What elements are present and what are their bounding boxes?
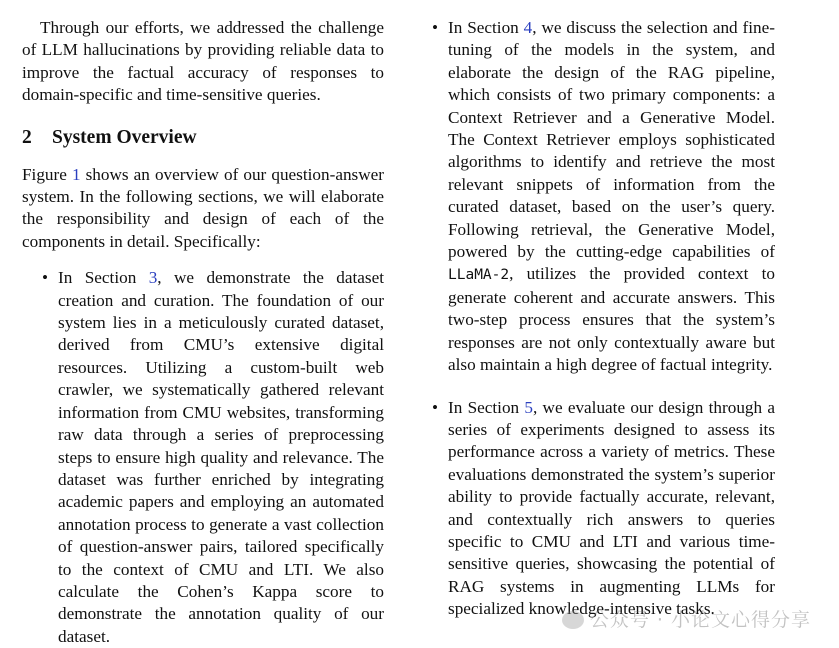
bullet2-text-post: , utilizes the provided context to generate coherent and accurate answers. This two-step process ensures that the system’s responses are not only contextually aware but also maintain a high degree of factual integrity. [448,264,775,375]
bullet-list-left [22,267,384,648]
right-column [430,17,775,621]
section-heading [22,126,384,150]
overview-text-post: shows an overview of our question-answer system. In the following sections, we will elaborate the responsibility and design of each of the components in detail. Specifically: [22,164,384,251]
bullet1-text-post: , we demonstrate the dataset creation and curation. The foundation of our system lies in a meticulously curated dataset, derived from CMU’s extensive digital resources. Utilizing a custom-built web crawler, we systematically gathered relevant information from CMU websites, transforming raw data through a series of preprocessing steps to ensure high quality and relevance. The dataset was further enriched by integrating academic papers and employing an automated annotation process to generate a vast collection of question-answer pairs, tailored specifically to the context of CMU and LTI. We also calculate the Cohen’s Kappa score to demonstrate the annotation quality of our dataset. [58,268,384,646]
section-5-ref-link[interactable]: 5 [524,397,533,417]
list-item-section-5 [430,397,775,621]
section-number: 2 [22,126,32,148]
watermark [562,609,811,631]
bullet-icon: • [432,18,439,37]
intro-paragraph: Through our efforts, we addressed the challenge of LLM hallucinations by providing reliable data to improve the factual accuracy of responses to domain-specific and time-sensitive queries. [22,18,384,105]
overview-text-pre: Figure [22,164,72,184]
list-item-section-3 [22,267,384,648]
bullet2-text-pre: In Section [448,18,524,37]
section-4-ref-link[interactable]: 4 [523,18,533,37]
bullet2-text-mid: , we discuss the selection and fine-tuning of the models in the system, and elaborate the design of the RAG pipeline, which consists of two primary components: a Context Retriever and a Generative Model. The Context Retriever employs sophisticated algorithms to identify and retrieve the most relevant snippets of information from the curated dataset, based on the user’s query. Following retrieval, the Generative Model, powered by the cutting-edge capabilities of [448,18,775,262]
bullet-list-right [430,17,775,377]
bullet1-text-pre: In Section [58,268,149,288]
list-item-section-4 [430,17,775,377]
bullet-list-right-2 [430,397,775,621]
left-column [22,17,384,648]
bullet-icon: • [42,268,49,288]
wechat-logo-icon [562,611,584,629]
watermark-text: 公众号 · 小论文心得分享 [589,608,811,631]
figure-ref-link[interactable]: 1 [71,164,81,184]
llama-code-text: LLaMA-2 [448,267,510,284]
overview-paragraph [22,164,384,254]
bullet-icon: • [432,397,439,417]
bullet3-text-post: , we evaluate our design through a series of experiments designed to assess its performance across a variety of metrics. These evaluations demonstrated the system’s superior ability to provide factually accurate, relevant, and contextually rich answers to queries specific to CMU and LTI and various time-sensitive queries, showcasing the potential of RAG systems in augmenting LLMs for specialized knowledge-intensive tasks. [448,397,775,619]
section-title: System Overview [52,126,197,148]
bullet3-text-pre: In Section [448,397,525,417]
section-3-ref-link[interactable]: 3 [148,268,158,288]
